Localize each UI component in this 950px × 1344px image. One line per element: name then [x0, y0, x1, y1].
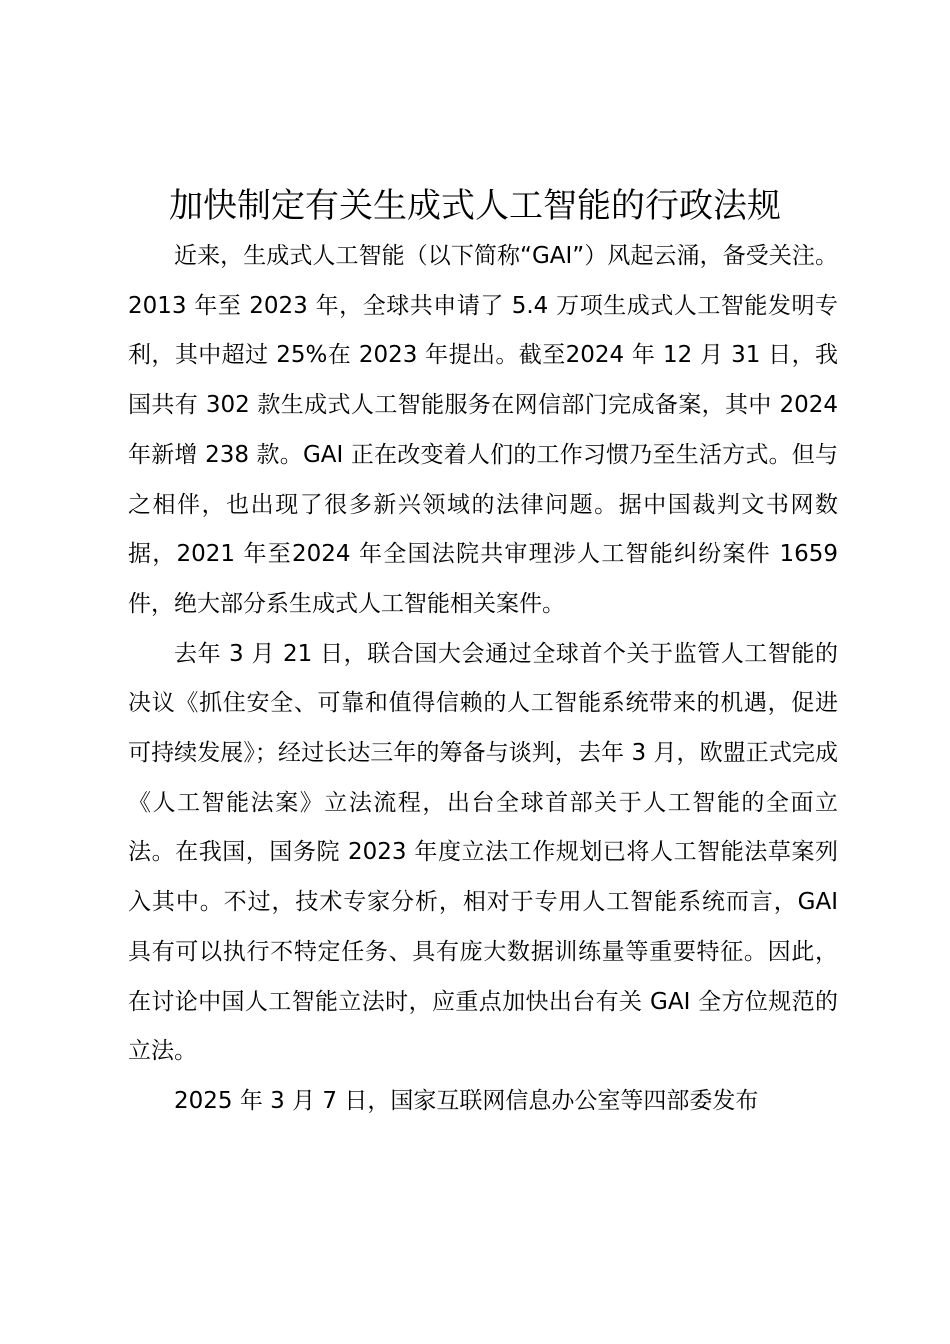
paragraph-1: 近来，生成式人工智能（以下简称“GAI”）风起云涌，备受关注。2013 年至 2023 年，全球共申请了 5.4 万项生成式人工智能发明专利，其中超过 25%在 2023 年提出。截至2024 年 12 月 31 日，我国共有 302 款生成式人工智能服务在网信部门完成备案，其中 2024 年新增 238 款。GAI 正在改变着人们的工作习惯乃至生活方式。但与之相伴，也出现了很多新兴领域的法律问题。据中国裁判文书网数据，2021 年至2024 年全国法院共审理涉人工智能纠纷案件 1659 件，绝大部分系生成式人工智能相关案件。: [128, 243, 838, 617]
document-body: [128, 232, 838, 1127]
document-title: 加快制定有关生成式人工智能的行政法规: [169, 186, 781, 226]
paragraph-2: 去年 3 月 21 日，联合国大会通过全球首个关于监管人工智能的决议《抓住安全、可靠和值得信赖的人工智能系统带来的机遇，促进可持续发展》；经过长达三年的筹备与谈判，去年 3 月，欧盟正式完成《人工智能法案》立法流程，出台全球首部关于人工智能的全面立法。在我国，国务院 2023 年度立法工作规划已将人工智能法草案列入其中。不过，技术专家分析，相对于专用人工智能系统而言，GAI 具有可以执行不特定任务、具有庞大数据训练量等重要特征。因此，在讨论中国人工智能立法时，应重点加快出台有关 GAI 全方位规范的立法。: [128, 640, 838, 1065]
paragraph-3: 2025 年 3 月 7 日，国家互联网信息办公室等四部委发布: [174, 1087, 759, 1114]
